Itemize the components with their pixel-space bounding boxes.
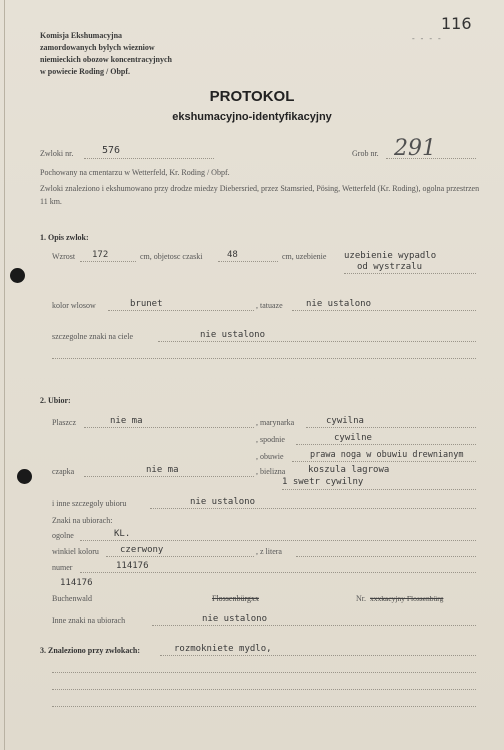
ogolne-label: ogolne — [52, 531, 74, 540]
punch-hole — [10, 268, 25, 283]
znaki-cialo-value: nie ustalono — [200, 330, 266, 340]
marynarka-value: cywilna — [326, 416, 364, 426]
organization-header: Komisja Ekshumacyjna zamordowanych bylych wiezniow niemieckich obozow koncentracyjnych w powiecie Roding / Obpf. — [40, 31, 172, 76]
numer-above-buchenwald: 114176 — [60, 578, 93, 588]
bielizna-value-1: koszula lagrowa — [308, 465, 390, 475]
document-title: PROTOKOL — [209, 88, 295, 105]
plaszcz-value: nie ma — [110, 416, 143, 426]
uzebienie-value-2: od wystrzalu — [357, 262, 423, 272]
czapka-value: nie ma — [146, 465, 179, 475]
nr-struck-text: xxxkacyjny Flossenbürg — [370, 594, 444, 603]
ogolne-value: KL. — [114, 529, 131, 539]
zwloki-value: 576 — [102, 145, 121, 156]
pochowany-text: Pochowany na cmentarzu w Wetterfeld, Kr. Roding / Obpf. — [40, 168, 230, 177]
tatuaze-label: , tatuaze — [256, 301, 283, 310]
grob-label: Grob nr. — [352, 149, 379, 158]
nr-label: Nr. — [356, 594, 366, 603]
spodnie-value: cywilne — [334, 433, 372, 443]
buchenwald-label: Buchenwald — [52, 594, 92, 603]
flossenburg-label: Flossenbürgxx — [212, 594, 259, 603]
obuwie-label: , obuwie — [256, 452, 284, 461]
section-2-heading: 2. Ubior: — [40, 396, 71, 405]
kolor-label: kolor wlosow — [52, 301, 96, 310]
plaszcz-label: Plaszcz — [52, 418, 76, 427]
document-subtitle: ekshumacyjno-identyfikacyjny — [172, 111, 332, 123]
bielizna-label: , bielizna — [256, 467, 286, 476]
inne-znaki-value: nie ustalono — [202, 614, 268, 624]
inne-szczegoly-value: nie ustalono — [190, 497, 256, 507]
bielizna-value-2: 1 swetr cywilny — [282, 477, 364, 487]
czapka-label: czapka — [52, 467, 75, 476]
tatuaze-value: nie ustalono — [306, 299, 372, 309]
winkiel-value: czerwony — [120, 545, 164, 555]
inne-znaki-label: Inne znaki na ubiorach — [52, 616, 126, 625]
cm-uzebienie-label: cm, uzebienie — [282, 252, 327, 261]
spodnie-label: , spodnie — [256, 435, 285, 444]
czaszka-value: 48 — [227, 250, 238, 260]
wzrost-value: 172 — [92, 250, 109, 260]
page-number: 116 — [441, 14, 472, 33]
zwloki-label: Zwloki nr. — [40, 149, 74, 158]
numer-label: numer — [52, 563, 73, 572]
inne-szczegoly-label: i inne szczegoly ubioru — [52, 499, 127, 508]
marynarka-label: , marynarka — [256, 418, 295, 427]
znaleziono-text: Zwloki znaleziono i ekshumowano przy drodze miedzy Diebersried, przez Stamsried, Pösing, Wetterfeld (Kr. Roding), ogolna przestrzen 11 km. — [40, 184, 480, 206]
numer-value: 114176 — [116, 561, 149, 571]
wzrost-label: Wzrost — [52, 252, 76, 261]
kolor-value: brunet — [130, 299, 163, 309]
znaki-ubior-label: Znaki na ubiorach: — [52, 516, 113, 525]
znaki-cialo-label: szczegolne znaki na ciele — [52, 332, 134, 341]
uzebienie-value-1: uzebienie wypadlo — [344, 251, 437, 261]
page-number-dashes: - - - - — [412, 34, 443, 43]
obuwie-value: prawa noga w obuwiu drewnianym — [310, 450, 464, 460]
section-1-heading: 1. Opis zwlok: — [40, 233, 89, 242]
grob-value: 291 — [394, 136, 436, 161]
litera-label: , z litera — [256, 547, 282, 556]
winkiel-label: winkiel koloru — [52, 547, 99, 556]
section-3-value: rozmokniete mydlo, — [174, 644, 272, 654]
cm-objetosc-label: cm, objetosc czaski — [140, 252, 203, 261]
punch-hole — [17, 469, 32, 484]
section-3-heading: 3. Znaleziono przy zwlokach: — [40, 646, 140, 655]
